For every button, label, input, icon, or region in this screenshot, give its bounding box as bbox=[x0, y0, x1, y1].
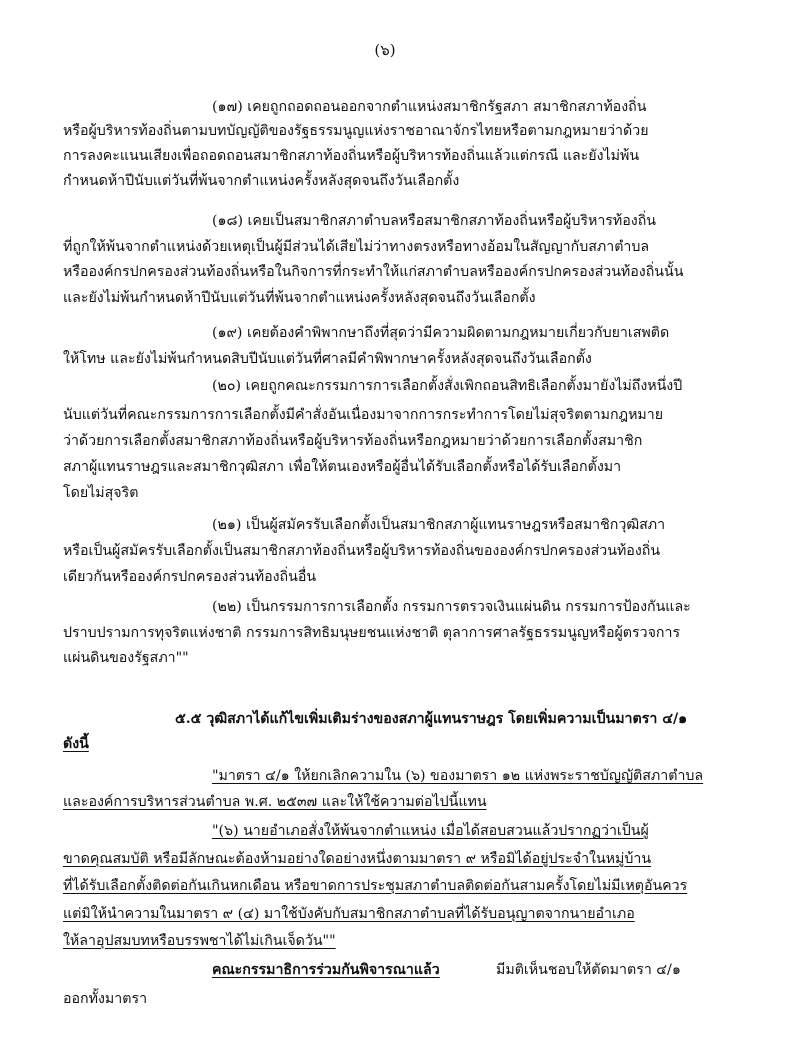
committee-text: มีมติเห็นชอบให้ตัดมาตรา ๔/๑ bbox=[496, 962, 681, 978]
item-21-line-1: (๒๑) เป็นผู้สมัครรับเลือกตั้งเป็นสมาชิกสภาผู้แทนราษฎรหรือสมาชิกวุฒิสภา bbox=[212, 517, 666, 533]
item-17-line-1: (๑๗) เคยถูกถอดถอนออกจากตำแหน่งสมาชิกรัฐสภา สมาชิกสภาท้องถิ่น bbox=[212, 99, 647, 115]
item-20-line-1: (๒๐) เคยถูกคณะกรรมการการเลือกตั้งสั่งเพิกถอนสิทธิเลือกตั้งมายังไม่ถึงหนึ่งปี bbox=[212, 378, 683, 394]
item-18-line-2: ที่ถูกให้พ้นจากตำแหน่งด้วยเหตุเป็นผู้มีส่วนได้เสียไม่ว่าทางตรงหรือทางอ้อมในสัญญากับสภาตำบล bbox=[63, 239, 650, 255]
section-5-5-heading-cont: ดังนี้ bbox=[63, 736, 89, 752]
quote-line-5: ที่ได้รับเลือกตั้งติดต่อกันเกินหกเดือน หรือขาดการประชุมสภาตำบลติดต่อกันสามครั้งโดยไม่มีเหตุอันควร bbox=[63, 878, 688, 894]
page-number: (๖) bbox=[374, 41, 396, 59]
item-22-line-1: (๒๒) เป็นกรรมการการเลือกตั้ง กรรมการตรวจเงินแผ่นดิน กรรมการป้องกันและ bbox=[212, 599, 691, 615]
item-18-line-3: หรือองค์กรปกครองส่วนท้องถิ่นหรือในกิจการที่กระทำให้แก่สภาตำบลหรือองค์กรปกครองส่วนท้องถิ่นนั้น bbox=[63, 264, 684, 280]
item-20-line-3: ว่าด้วยการเลือกตั้งสมาชิกสภาท้องถิ่นหรือผู้บริหารท้องถิ่นหรือกฎหมายว่าด้วยการเลือกตั้งสมาชิก bbox=[63, 433, 643, 449]
item-18-line-4: และยังไม่พ้นกำหนดห้าปีนับแต่วันที่พ้นจากตำแหน่งครั้งหลังสุดจนถึงวันเลือกตั้ง bbox=[63, 290, 536, 306]
item-20-line-2: นับแต่วันที่คณะกรรมการการเลือกตั้งมีคำสั่งอันเนื่องมาจากการกระทำการโดยไม่สุจริตตามกฎหมาย bbox=[63, 407, 664, 423]
quote-line-7: ให้ลาอุปสมบทหรือบรรพชาได้ไม่เกินเจ็ดวัน"" bbox=[63, 933, 336, 949]
item-20-line-4: สภาผู้แทนราษฎรและสมาชิกวุฒิสภา เพื่อให้ตนเองหรือผู้อื่นได้รับเลือกตั้งหรือได้รับเลือกตั้งมา bbox=[63, 459, 622, 475]
item-21-line-3: เดียวกันหรือองค์กรปกครองส่วนท้องถิ่นอื่น bbox=[63, 569, 317, 585]
item-17-line-3: การลงคะแนนเสียงเพื่อถอดถอนสมาชิกสภาท้องถิ่นหรือผู้บริหารท้องถิ่นแล้วแต่กรณี และยังไม่พ้น bbox=[63, 148, 640, 164]
item-19-line-2: ให้โทษ และยังไม่พ้นกำหนดสิบปีนับแต่วันที่ศาลมีคำพิพากษาครั้งหลังสุดจนถึงวันเลือกตั้ง bbox=[63, 351, 592, 367]
item-22-line-2: ปราบปรามการทุจริตแห่งชาติ กรรมการสิทธิมนุษยชนแห่งชาติ ตุลาการศาลรัฐธรรมนูญหรือผู้ตรวจการ bbox=[63, 625, 681, 641]
section-5-5-heading: ๕.๕ วุฒิสภาได้แก้ไขเพิ่มเติมร่างของสภาผู้แทนราษฎร โดยเพิ่มความเป็นมาตรา ๔/๑ bbox=[175, 711, 688, 727]
item-22-line-3: แผ่นดินของรัฐสภา"" bbox=[63, 650, 189, 666]
item-17-line-2: หรือผู้บริหารท้องถิ่นตามบทบัญญัติของรัฐธรรมนูญแห่งราชอาณาจักรไทยหรือตามกฎหมายว่าด้วย bbox=[63, 123, 649, 139]
quote-line-6: แต่มิให้นำความในมาตรา ๙ (๔) มาใช้บังคับกับสมาชิกสภาตำบลที่ได้รับอนุญาตจากนายอำเภอ bbox=[63, 906, 635, 922]
item-21-line-2: หรือเป็นผู้สมัครรับเลือกตั้งเป็นสมาชิกสภาท้องถิ่นหรือผู้บริหารท้องถิ่นขององค์กรปกครองส่วนท้องถิ่น bbox=[63, 543, 661, 559]
quote-line-4: ขาดคุณสมบัติ หรือมีลักษณะต้องห้ามอย่างใดอย่างหนึ่งตามมาตรา ๙ หรือมิได้อยู่ประจำในหมู่บ้าน bbox=[63, 851, 652, 867]
item-20-line-5: โดยไม่สุจริต bbox=[63, 485, 139, 501]
item-19-line-1: (๑๙) เคยต้องคำพิพากษาถึงที่สุดว่ามีความผิดตามกฎหมายเกี่ยวกับยาเสพติด bbox=[212, 325, 670, 341]
quote-line-2: และองค์การบริหารส่วนตำบล พ.ศ. ๒๕๓๗ และให้ใช้ความต่อไปนี้แทน bbox=[63, 794, 487, 810]
committee-text-cont: ออกทั้งมาตรา bbox=[63, 991, 148, 1007]
quote-line-1: "มาตรา ๔/๑ ให้ยกเลิกความใน (๖) ของมาตรา ๑๒ แห่งพระราชบัญญัติสภาตำบล bbox=[212, 768, 704, 784]
quote-line-3: "(๖) นายอำเภอสั่งให้พ้นจากตำแหน่ง เมื่อได้สอบสวนแล้วปรากฏว่าเป็นผู้ bbox=[212, 823, 649, 839]
item-18-line-1: (๑๘) เคยเป็นสมาชิกสภาตำบลหรือสมาชิกสภาท้องถิ่นหรือผู้บริหารท้องถิ่น bbox=[212, 213, 657, 229]
committee-label: คณะกรรมาธิการร่วมกันพิจารณาแล้ว bbox=[212, 962, 440, 978]
item-17-line-4: กำหนดห้าปีนับแต่วันที่พ้นจากตำแหน่งครั้งหลังสุดจนถึงวันเลือกตั้ง bbox=[63, 173, 460, 189]
